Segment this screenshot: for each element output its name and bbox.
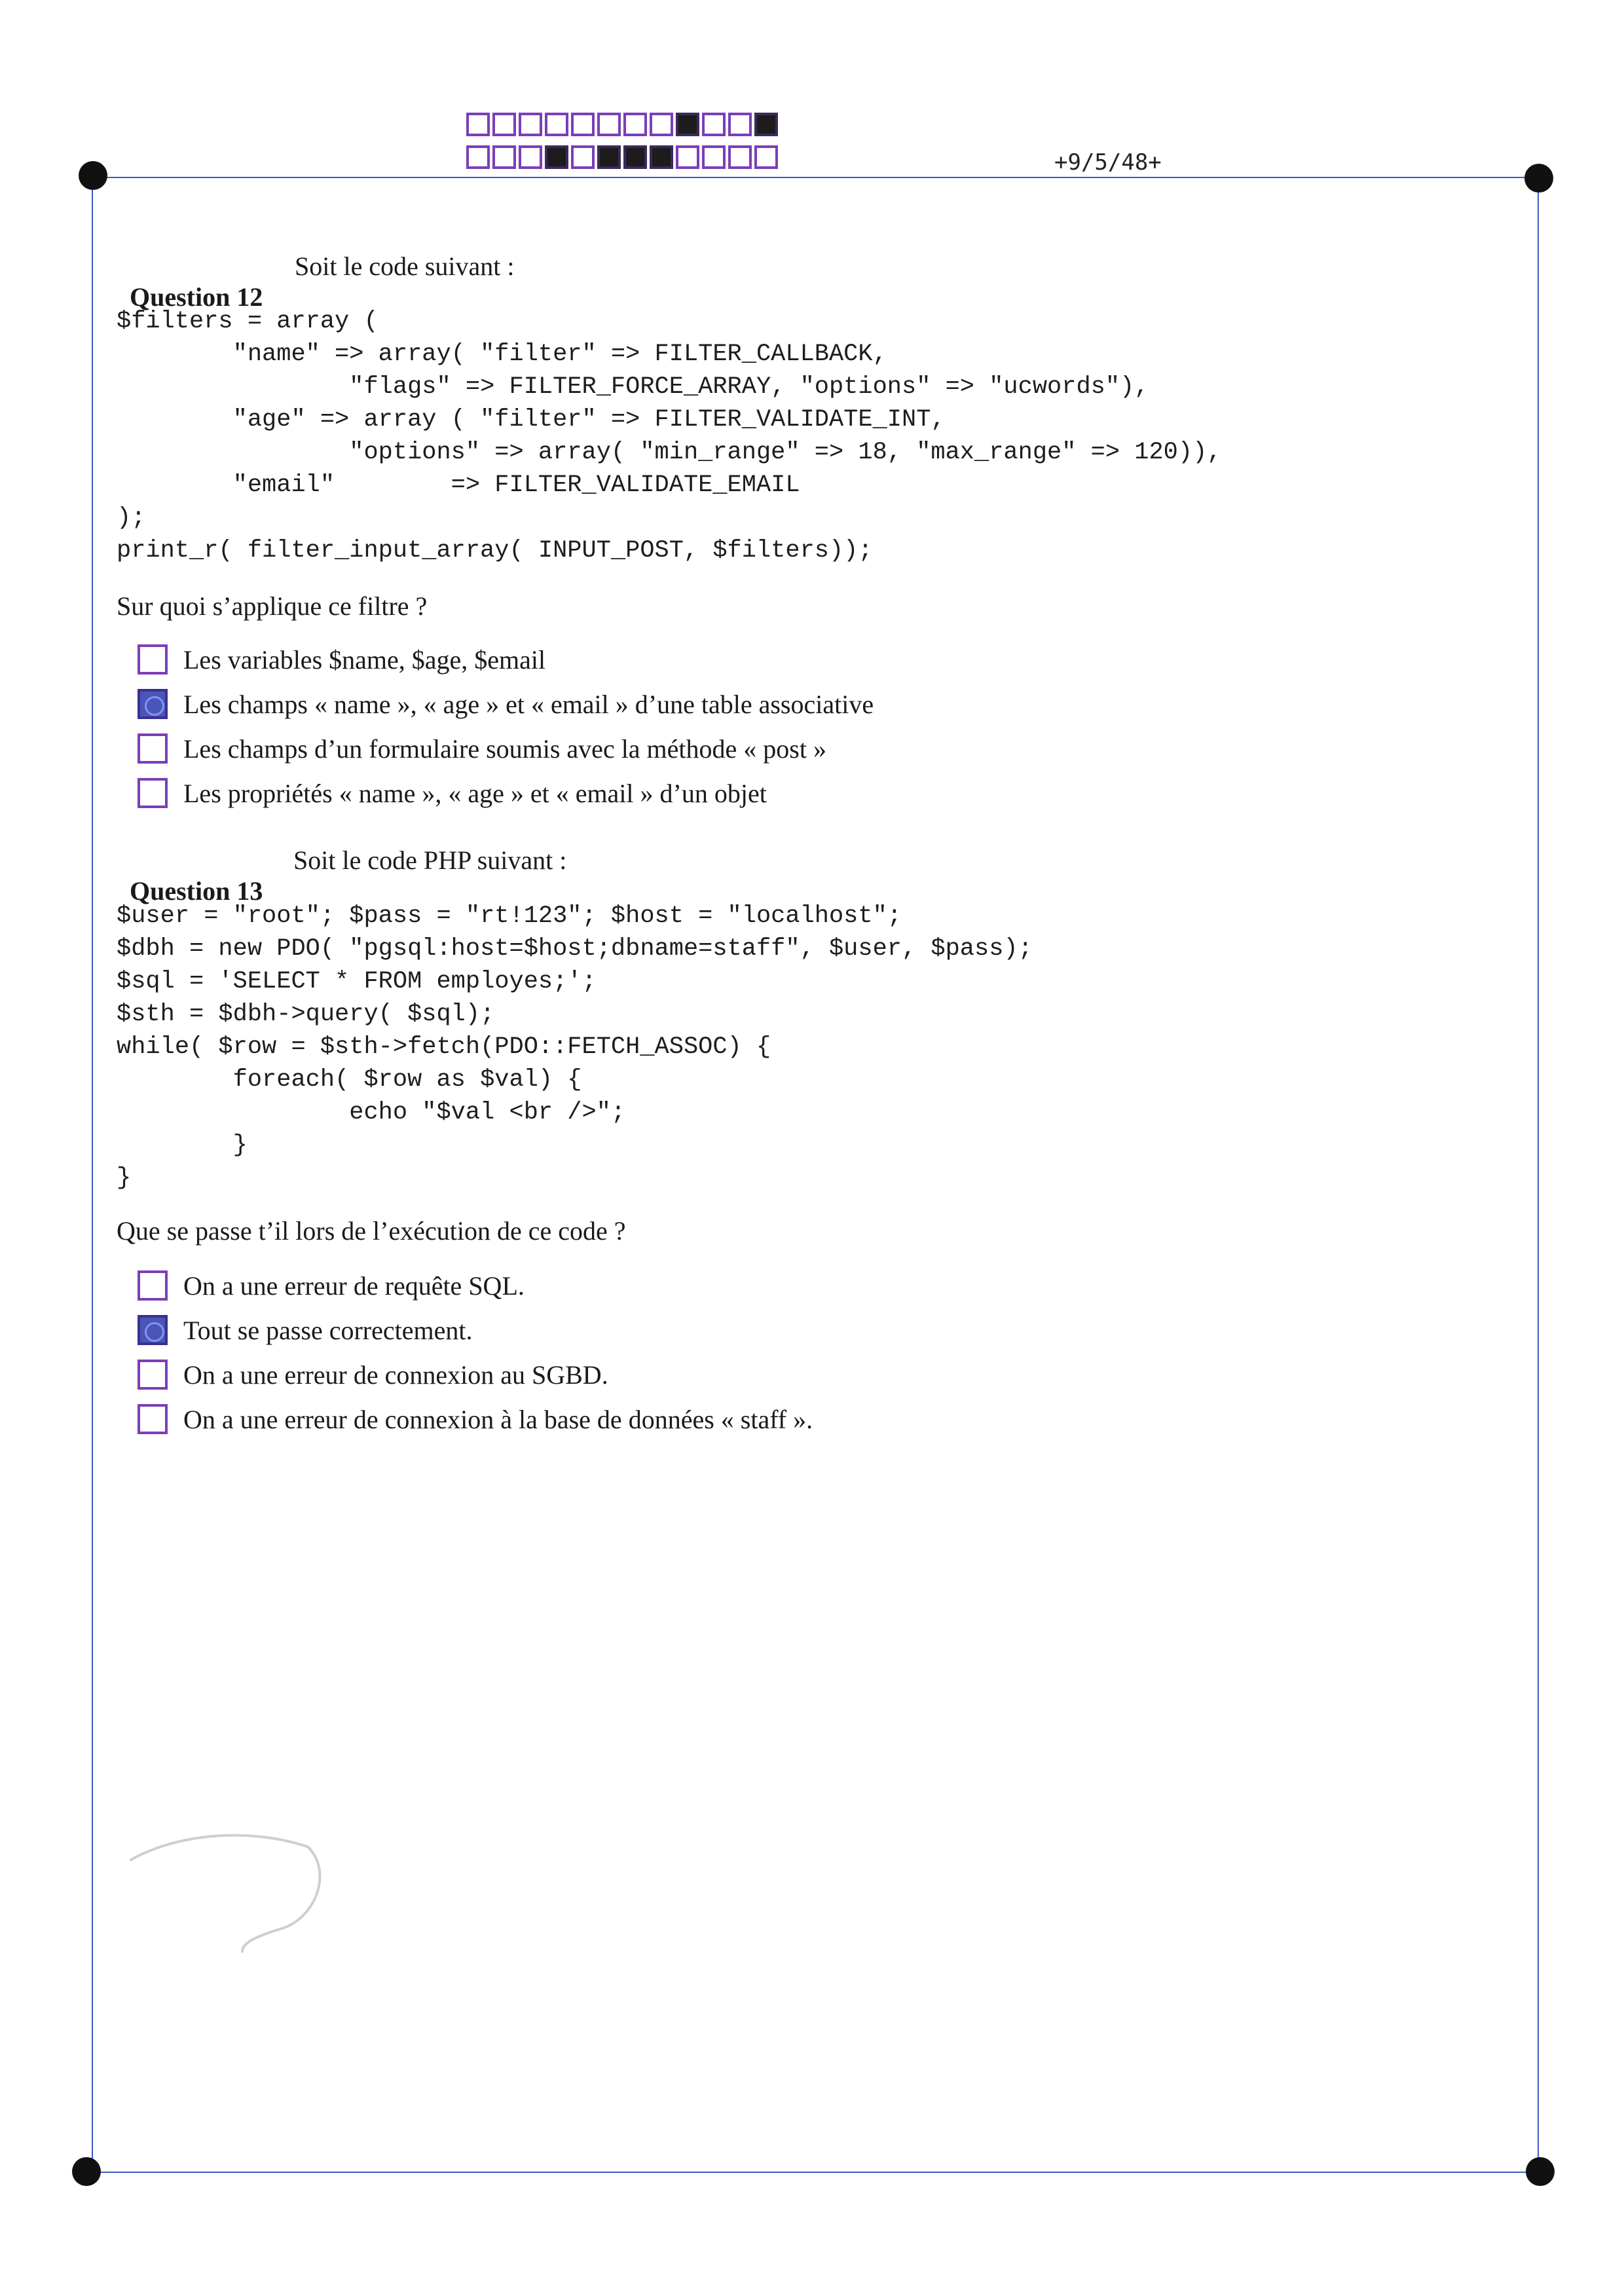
question-12-intro: Soit le code suivant : (295, 251, 515, 281)
question-12-label: Question 12 (130, 282, 263, 312)
bin2-bit-3 (545, 145, 568, 169)
bin2-bit-6 (623, 145, 647, 169)
q13-choice-2-label: Tout se passe correctement. (183, 1315, 473, 1345)
bin1-bit-1 (492, 113, 516, 136)
bin1-bit-2 (519, 113, 542, 136)
bin2-bit-8 (676, 145, 699, 169)
question-12-header (117, 251, 263, 312)
pencil-scribble (118, 1794, 341, 1965)
binary-code-row-1 (466, 113, 781, 136)
q12-choice-3-label: Les champs d’un formulaire soumis avec la méthode « post » (183, 733, 826, 764)
frame-bottom-line (85, 2172, 1539, 2173)
bin1-bit-11 (754, 113, 778, 136)
bin1-bit-8 (676, 113, 699, 136)
q12-choice-1[interactable] (138, 642, 545, 677)
bin1-bit-6 (623, 113, 647, 136)
bin1-bit-3 (545, 113, 568, 136)
question-13-intro: Soit le code PHP suivant : (293, 845, 567, 875)
bin1-bit-7 (650, 113, 673, 136)
bin1-bit-10 (728, 113, 752, 136)
corner-marker-bottom-right (1526, 2157, 1555, 2186)
question-13-header (117, 845, 263, 906)
frame-right-line (1538, 177, 1539, 2172)
bin2-bit-7 (650, 145, 673, 169)
corner-marker-bottom-left (72, 2157, 101, 2186)
bin2-bit-10 (728, 145, 752, 169)
q13-checkbox-1[interactable] (138, 1270, 168, 1301)
q12-choice-4[interactable] (138, 775, 767, 811)
page-code: +9/5/48+ (1054, 149, 1162, 176)
bin1-bit-0 (466, 113, 490, 136)
q13-choice-3[interactable] (138, 1357, 608, 1392)
q12-choice-2-label: Les champs « name », « age » et « email » d’une table associative (183, 689, 874, 719)
bin2-bit-0 (466, 145, 490, 169)
q13-checkbox-4[interactable] (138, 1404, 168, 1434)
q13-choice-1-label: On a une erreur de requête SQL. (183, 1270, 525, 1301)
question-12-prompt: Sur quoi s’applique ce filtre ? (117, 591, 428, 621)
bin1-bit-5 (597, 113, 621, 136)
question-13-prompt: Que se passe t’il lors de l’exécution de ce code ? (117, 1216, 626, 1246)
bin2-bit-9 (702, 145, 726, 169)
q13-checkbox-2[interactable] (138, 1315, 168, 1345)
corner-marker-top-right (1524, 164, 1553, 193)
q12-checkbox-1[interactable] (138, 644, 168, 675)
q13-choice-4-label: On a une erreur de connexion à la base de données « staff ». (183, 1404, 813, 1434)
q12-choice-4-label: Les propriétés « name », « age » et « email » d’un objet (183, 778, 767, 808)
bin2-bit-11 (754, 145, 778, 169)
question-12-code: $filters = array ( "name" => array( "filter" => FILTER_CALLBACK, "flags" => FILTER_FORCE_ARRAY, "options" => "ucwords"), "age" => array ( "filter" => FILTER_VALIDATE_INT, "options" => array( "min_range" => 18, "max_range" => 120)), "email" => FILTER_VALIDATE_EMAIL ); print_r( filter_input_array( INPUT_POST, $filters)); (117, 308, 1222, 565)
question-13-code: $user = "root"; $pass = "rt!123"; $host = "localhost"; $dbh = new PDO( "pgsql:host=$host;dbname=staff", $user, $pass); $sql = 'SELECT * FROM employes;'; $sth = $dbh->query( $sql); while( $row = $sth->fetch(PDO::FETCH_ASSOC) { foreach( $row as $val) { echo "$val <br />"; } } (117, 902, 1033, 1192)
frame-left-line (92, 177, 93, 2172)
q12-choice-3[interactable] (138, 731, 826, 766)
frame-top-line (92, 177, 1539, 178)
q12-checkbox-2[interactable] (138, 689, 168, 719)
question-13-label: Question 13 (130, 876, 263, 906)
q13-choice-3-label: On a une erreur de connexion au SGBD. (183, 1360, 608, 1390)
q13-choice-2[interactable] (138, 1312, 472, 1348)
binary-code-row-2 (466, 145, 781, 169)
bin2-bit-5 (597, 145, 621, 169)
bin2-bit-4 (571, 145, 595, 169)
q13-checkbox-3[interactable] (138, 1360, 168, 1390)
bin1-bit-9 (702, 113, 726, 136)
q13-choice-4[interactable] (138, 1401, 813, 1437)
bin1-bit-4 (571, 113, 595, 136)
q12-checkbox-3[interactable] (138, 733, 168, 764)
q12-checkbox-4[interactable] (138, 778, 168, 808)
q12-choice-2[interactable] (138, 686, 874, 722)
bin2-bit-1 (492, 145, 516, 169)
q12-choice-1-label: Les variables $name, $age, $email (183, 644, 546, 675)
q13-choice-1[interactable] (138, 1268, 525, 1303)
corner-marker-top-left (79, 161, 107, 190)
bin2-bit-2 (519, 145, 542, 169)
